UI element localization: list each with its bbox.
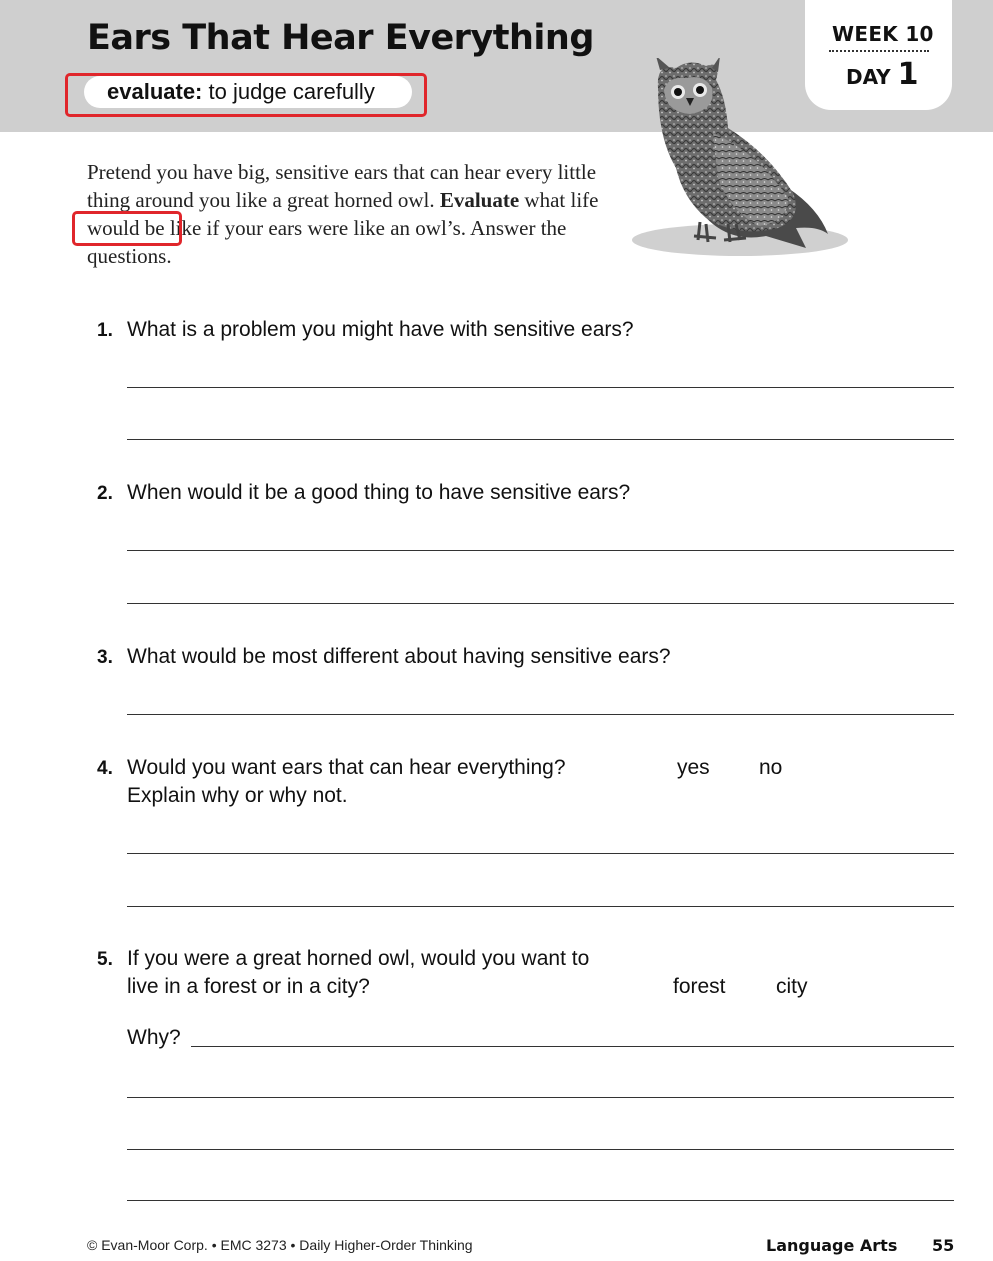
question-1-number: 1. [97, 320, 113, 341]
question-1-answer-line[interactable] [127, 439, 954, 440]
question-4-answer-line[interactable] [127, 853, 954, 854]
question-1-text: What is a problem you might have with sensitive ears? [127, 318, 634, 341]
vocab-word: evaluate: [107, 79, 203, 104]
question-3-number: 3. [97, 647, 113, 668]
choice-city[interactable]: city [776, 975, 808, 998]
day-number: 1 [897, 57, 919, 92]
why-answer-line[interactable] [191, 1046, 954, 1047]
question-4-number: 4. [97, 758, 113, 779]
keyword-highlight-box [72, 211, 182, 246]
week-label: WEEK 10 [832, 22, 934, 46]
question-4-line2: Explain why or why not. [127, 784, 348, 807]
page-title: Ears That Hear Everything [87, 18, 594, 58]
question-4-line1: Would you want ears that can hear everything? [127, 756, 566, 779]
question-4-answer-line[interactable] [127, 906, 954, 907]
question-5-number: 5. [97, 949, 113, 970]
choice-forest[interactable]: forest [673, 975, 726, 998]
day-text: DAY [846, 65, 898, 89]
question-3-answer-line[interactable] [127, 714, 954, 715]
question-3-text: What would be most different about having sensitive ears? [127, 645, 671, 668]
question-2-number: 2. [97, 483, 113, 504]
intro-keyword: Evaluate [439, 188, 520, 212]
footer-subject: Language Arts [766, 1236, 898, 1255]
page-number: 55 [932, 1236, 955, 1255]
question-5-answer-line[interactable] [127, 1200, 954, 1201]
question-5-answer-line[interactable] [127, 1097, 954, 1098]
why-label: Why? [127, 1026, 181, 1049]
vocab-highlight-box [65, 73, 427, 117]
day-label [846, 57, 919, 92]
choice-no[interactable]: no [759, 756, 783, 779]
question-5-line2: live in a forest or in a city? [127, 975, 370, 998]
intro-text-after: what life would be like if your ears were like an owl’s. Answer the questions. [87, 188, 599, 268]
question-2-answer-line[interactable] [127, 550, 954, 551]
question-2-answer-line[interactable] [127, 603, 954, 604]
question-5-answer-line[interactable] [127, 1149, 954, 1150]
question-2-text: When would it be a good thing to have sensitive ears? [127, 481, 631, 504]
vocab-meaning: to judge carefully [202, 79, 375, 104]
question-1-answer-line[interactable] [127, 387, 954, 388]
intro-text-before: Pretend you have big, sensitive ears that can hear every little thing around you like a great horned owl. [87, 160, 597, 212]
footer-copyright: © Evan-Moor Corp. • EMC 3273 • Daily Higher-Order Thinking [87, 1237, 473, 1253]
week-divider [829, 50, 929, 52]
question-5-line1: If you were a great horned owl, would you want to [127, 947, 590, 970]
owl-icon [628, 58, 853, 263]
choice-yes[interactable]: yes [677, 756, 710, 779]
